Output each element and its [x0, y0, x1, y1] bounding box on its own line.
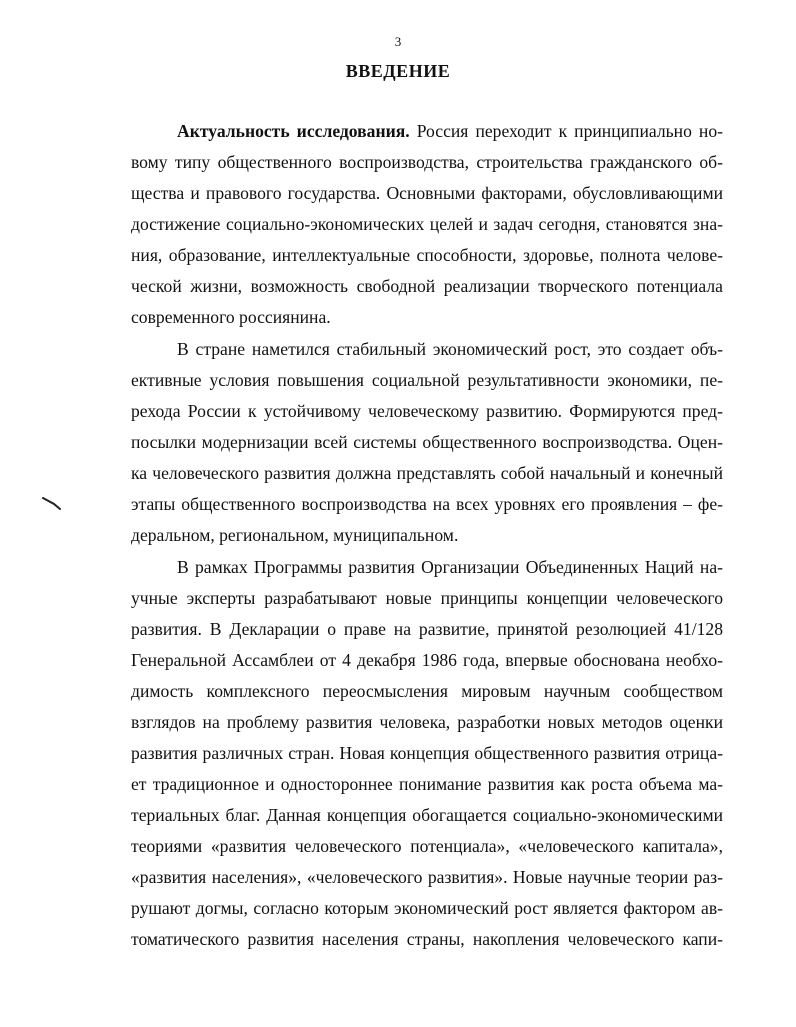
paragraph-1-line-3: щества и правового государства. Основными факторами, обусловливающими [131, 183, 723, 203]
paragraph-3-line-2: учные эксперты разрабатывают новые принципы концепции человеческого [131, 588, 723, 608]
paragraph-3-line-8: ет традиционное и одностороннее понимание развития как роста объема ма- [131, 774, 723, 794]
paragraph-3-line-1: В рамках Программы развития Организации Объединенных Наций на- [177, 557, 723, 577]
paragraph-1-line-4: достижение социально-экономических целей и задач сегодня, становятся зна- [131, 214, 723, 234]
paragraph-3-line-12: рушают догмы, согласно которым экономический рост является фактором ав- [131, 898, 723, 918]
paragraph-3-line-6: взглядов на проблему развития человека, разработки новых методов оценки [131, 712, 723, 732]
paragraph-3-line-11: «развития населения», «человеческого развития». Новые научные теории раз- [131, 867, 723, 887]
paragraph-3-line-13: томатического развития населения страны, накопления человеческого капи- [131, 929, 723, 949]
page-number: 3 [394, 34, 402, 49]
paragraph-3-line-3: развития. В Декларации о праве на развитие, принятой резолюцией 41/128 [131, 619, 723, 639]
paragraph-1-line-5: ния, образование, интеллектуальные способности, здоровье, полнота челове- [131, 245, 723, 265]
paragraph-1-line-2: вому типу общественного воспроизводства, строительства гражданского об- [131, 152, 723, 172]
paragraph-2-line-4: посылки модернизации всей системы общественного воспроизводства. Оцен- [131, 432, 723, 452]
paragraph-1-line-6: ческой жизни, возможность свободной реализации творческого потенциала [131, 276, 723, 296]
paragraph-2-line-1: В стране наметился стабильный экономический рост, это создает объ- [177, 339, 723, 359]
paragraph-1-line-1 [177, 120, 723, 142]
paragraph-2-line-3: рехода России к устойчивому человеческому развитию. Формируются пред- [131, 401, 723, 421]
paragraph-lead: Актуальность исследования. [177, 121, 410, 141]
scan-mark [42, 496, 66, 512]
paragraph-3-line-7: развития различных стран. Новая концепция общественного развития отрица- [131, 743, 723, 763]
paragraph-3-line-9: териальных благ. Данная концепция обогащается социально-экономическими [131, 805, 723, 825]
paragraph-3-line-4: Генеральной Ассамблеи от 4 декабря 1986 года, впервые обоснована необхо- [131, 650, 723, 670]
paragraph-2-line-5: ка человеческого развития должна представлять собой начальный и конечный [131, 463, 723, 483]
paragraph-3-line-5: димость комплексного переосмысления мировым научным сообществом [131, 681, 723, 701]
paragraph-2-line-7: деральном, региональном, муниципальном. [131, 525, 459, 545]
paragraph-1-line-7: современного россиянина. [131, 307, 331, 327]
paragraph-2-line-2: ективные условия повышения социальной результативности экономики, пе- [131, 370, 723, 390]
paragraph-1-line-1-text: Россия переходит к принципиально но- [409, 121, 723, 141]
paragraph-3-line-10: теориями «развития человеческого потенциала», «человеческого капитала», [131, 836, 723, 856]
paragraph-2-line-6: этапы общественного воспроизводства на всех уровнях его проявления – фе- [131, 494, 723, 514]
section-heading: ВВЕДЕНИЕ [345, 61, 451, 81]
